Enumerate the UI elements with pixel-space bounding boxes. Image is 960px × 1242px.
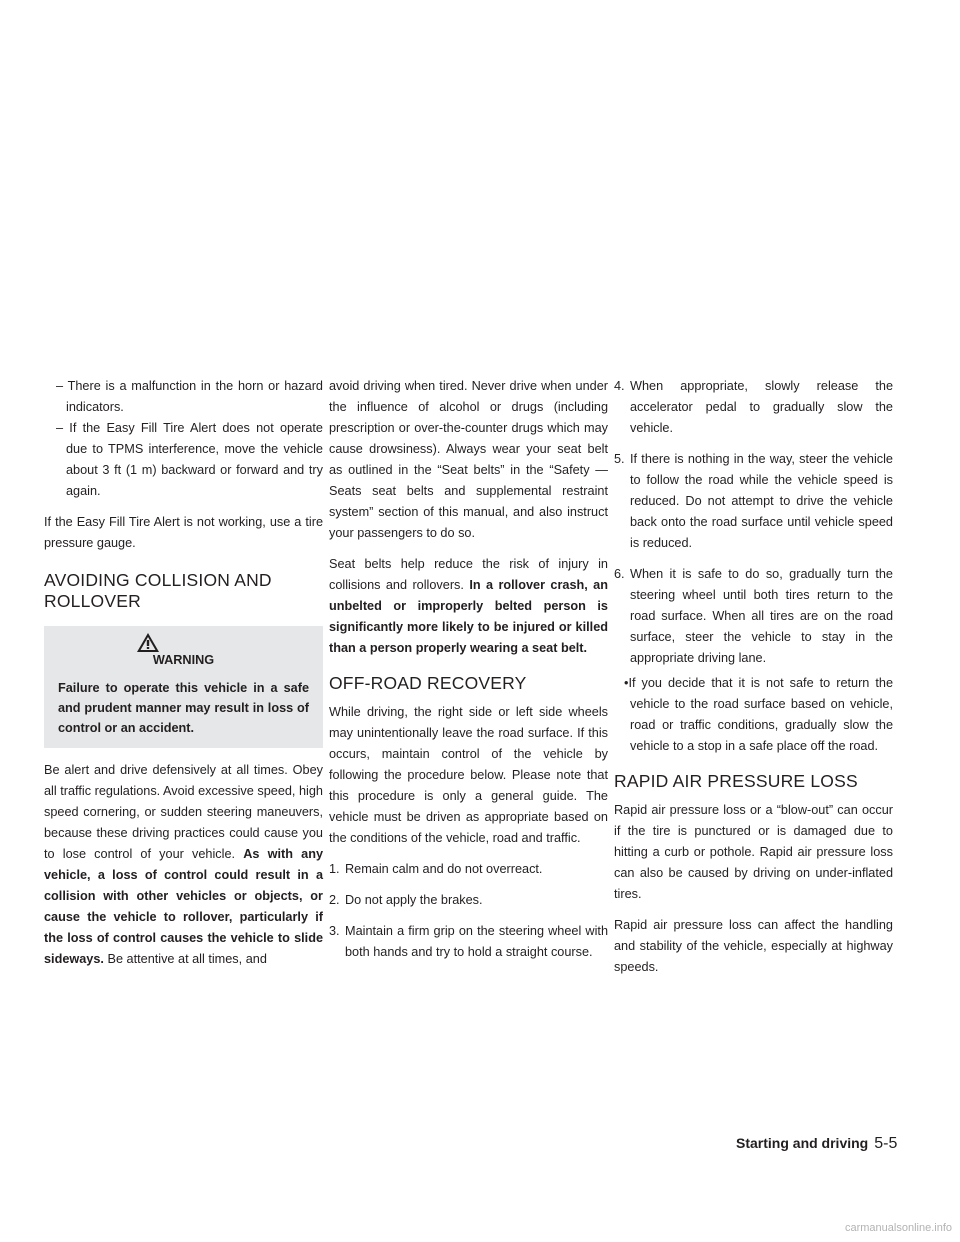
paragraph: Rapid air pressure loss or a “blow-out” can occur if the tire is punctured or is damaged due to hitting a curb or pothole. Rapid air pressure loss can also be caused by driving on under-inflated tires. (614, 803, 893, 901)
list-item: 4. When appropriate, slowly release the accelerator pedal to gradually slow the vehicle. (614, 379, 893, 435)
page-footer (736, 1135, 897, 1153)
list-item: 1. Remain calm and do not overreact. (329, 862, 543, 876)
section-heading: RAPID AIR PRESSURE LOSS (614, 771, 858, 791)
list-item: 2. Do not apply the brakes. (329, 893, 483, 907)
column-3 (614, 376, 893, 988)
paragraph: avoid driving when tired. Never drive when under the influence of alcohol or drugs (including prescription or over-the-counter drugs which may cause drowsiness). Always wear your seat belt as outlined in the “Seat belts” in the “Safety — Seats seat belts and supplemental restraint system” section of this manual, and also instruct your passengers to do so. (329, 379, 608, 540)
list-item: – If the Easy Fill Tire Alert does not operate due to TPMS interference, move the vehicle about 3 ft (1 m) backward or forward and try again. (44, 418, 323, 502)
column-2 (329, 376, 608, 973)
column-1 (44, 376, 323, 980)
section-heading: OFF-ROAD RECOVERY (329, 673, 527, 693)
warning-text: Failure to operate this vehicle in a safe and prudent manner may result in loss of control or an accident. (58, 681, 309, 735)
warning-title: WARNING (152, 653, 215, 667)
bullet-item: • If you decide that it is not safe to return the vehicle to the road surface based on vehicle, road or traffic conditions, gradually slow the vehicle to a stop in a safe place off the road. (614, 673, 893, 757)
section-heading: AVOIDING COLLISION AND ROLLOVER (44, 570, 272, 611)
paragraph: If the Easy Fill Tire Alert is not working, use a tire pressure gauge. (44, 515, 323, 550)
list-item: 6. When it is safe to do so, gradually turn the steering wheel until both tires return to the road surface. When all tires are on the road surface, steer the vehicle to stay in the appropriate driving lane. (614, 567, 893, 665)
page-number: 5-5 (874, 1135, 898, 1152)
paragraph: Seat belts help reduce the risk of injury in collisions and rollovers. In a rollover crash, an unbelted or improperly belted person is significantly more likely to be injured or killed than a person properly wearing a seat belt. (329, 557, 608, 655)
list-item: 5. If there is nothing in the way, steer the vehicle to follow the road while the vehicle speed is reduced. Do not attempt to drive the vehicle back onto the road surface until vehicle speed is reduced. (614, 452, 893, 550)
paragraph: While driving, the right side or left side wheels may unintentionally leave the road surface. If this occurs, maintain control of the vehicle by following the procedure below. Please note that this procedure is only a general guide. The vehicle must be driven as appropriate based on the conditions of the vehicle, road and traffic. (329, 705, 608, 845)
warning-box (44, 626, 323, 748)
footer-section-title: Starting and driving (736, 1135, 869, 1151)
paragraph: Rapid air pressure loss can affect the handling and stability of the vehicle, especially at highway speeds. (614, 918, 893, 974)
paragraph: Be alert and drive defensively at all times. Obey all traffic regulations. Avoid excessive speed, high speed cornering, or sudden steering maneuvers, because these driving practices could cause you to lose control of your vehicle. As with any vehicle, a loss of control could result in a collision with other vehicles or objects, or cause the vehicle to rollover, particularly if the loss of control causes the vehicle to slide sideways. Be attentive at all times, and (44, 763, 323, 966)
list-item: – There is a malfunction in the horn or hazard indicators. (44, 376, 323, 418)
watermark: carmanualsonline.info (844, 1222, 952, 1234)
list-item: 3. Maintain a firm grip on the steering wheel with both hands and try to hold a straight course. (329, 924, 608, 959)
